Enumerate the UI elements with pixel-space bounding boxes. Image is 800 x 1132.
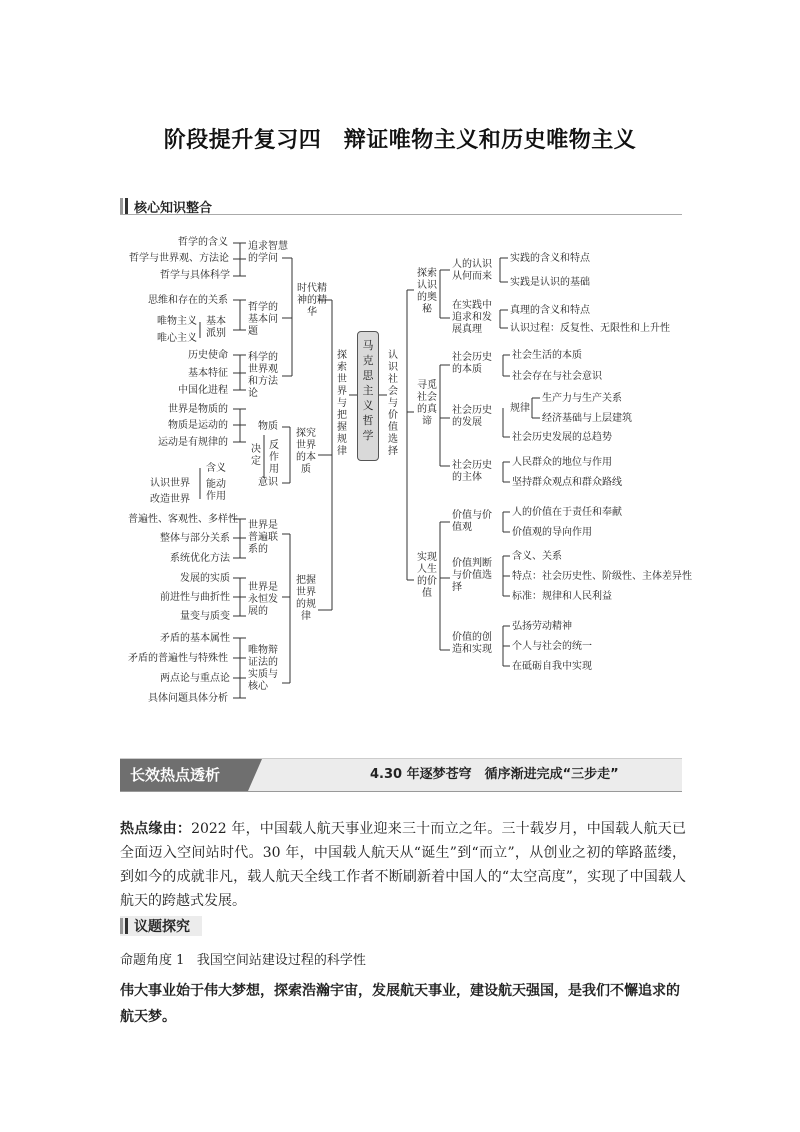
node-r2-2-law: 规律 [510, 403, 530, 414]
node-r3-1: 价值与价值观 [452, 510, 492, 533]
item-b3-3-2: 两点论与重点论 [160, 673, 230, 684]
relation-react: 反作用 [269, 440, 279, 475]
item-r3-3-0: 弘扬劳动精神 [512, 621, 572, 632]
item-r1-1-1: 实践是认识的基础 [510, 277, 590, 288]
right-main-branch: 认识社会与价值选择 [388, 350, 398, 457]
hotspot-body: 2022 年，中国载人航天事业迎来三十而立之年。三十载岁月，中国载人航天已全面迈入空间站时代。30 年，中国载人航天从“诞生”到“而立”，从创业之初的筚路蓝缕，到如今的成就非凡，载人航天全线工作者不断刷新着中国人的“太空高度”，实现了中国载人航天的跨越式发展。 [120, 821, 687, 909]
item-b2-2-0: 含义 [206, 463, 226, 474]
item-r2-3-0: 人民群众的地位与作用 [512, 457, 612, 468]
item-b1-1-2: 哲学与具体科学 [160, 270, 230, 281]
item-b3-3-0: 矛盾的基本属性 [160, 633, 230, 644]
item-b3-2-2: 量变与质变 [180, 611, 230, 622]
item-r1-2-1: 认识过程：反复性、无限性和上升性 [510, 323, 670, 334]
item-r2-3-1: 坚持群众观点和群众路线 [512, 477, 622, 488]
item-b2-1-1: 物质是运动的 [168, 420, 228, 431]
topic-marker-icon [120, 918, 128, 934]
node-r1-1: 人的认识从何而来 [452, 259, 492, 282]
page-title: 阶段提升复习四 辩证唯物主义和历史唯物主义 [163, 128, 637, 153]
item-b1-2-1: 唯物主义 [157, 316, 197, 327]
node-b1-1: 追求智慧的学问 [248, 241, 288, 264]
topic-header [120, 916, 202, 936]
item-r3-2-2: 标准：规律和人民利益 [512, 591, 612, 602]
topic-lead-text: 伟大事业始于伟大梦想，探索浩瀚宇宙，发展航天事业，建设航天强国，是我们不懈追求的航天梦。 [120, 983, 680, 1025]
node-b3-3: 唯物辩证法的实质与核心 [248, 645, 278, 692]
item-b2-2-2: 认识世界 [150, 478, 190, 489]
item-b1-1-0: 哲学的含义 [178, 237, 228, 248]
item-b1-2-0: 思维和存在的关系 [148, 295, 228, 306]
node-r2: 寻觅社会的真谛 [417, 380, 437, 427]
angle-label: 命题角度 1 [120, 953, 185, 968]
node-r3-2: 价值判断与价值选择 [452, 558, 492, 593]
node-b1: 时代精神的精华 [297, 283, 327, 318]
node-r1-2: 在实践中追求和发展真理 [452, 300, 492, 335]
item-r3-1-0: 人的价值在于责任和奉献 [512, 507, 622, 518]
hotspot-paragraph [120, 817, 686, 913]
item-b2-1-0: 世界是物质的 [168, 404, 228, 415]
item-r3-3-1: 个人与社会的统一 [512, 641, 592, 652]
item-b3-2-0: 发展的实质 [180, 573, 230, 584]
item-b2-2-1: 能动作用 [206, 479, 226, 502]
node-r3: 实现人生的价值 [417, 552, 437, 599]
item-r2-1-0: 社会生活的本质 [512, 350, 582, 361]
mindmap-center-node: 马克思主义哲学 [357, 331, 379, 461]
item-b3-1-1: 整体与部分关系 [160, 533, 230, 544]
item-r2-2-0: 生产力与生产关系 [542, 393, 622, 404]
node-b2: 探究世界的本质 [296, 428, 316, 475]
node-b2-2: 意识 [258, 477, 278, 488]
node-r3-3: 价值的创造和实现 [452, 632, 492, 655]
item-b3-2-1: 前进性与曲折性 [160, 592, 230, 603]
banner-tag: 长效热点透析 [120, 759, 248, 791]
node-r2-3: 社会历史的主体 [452, 460, 492, 483]
item-r2-2-2: 社会历史发展的总趋势 [512, 432, 612, 443]
item-b1-2-2: 唯心主义 [157, 333, 197, 344]
node-b1-2: 哲学的基本问题 [248, 302, 278, 337]
item-r3-3-2: 在砥砺自我中实现 [512, 661, 592, 672]
item-b2-2-3: 改造世界 [150, 494, 190, 505]
node-b3-1: 世界是普遍联系的 [248, 520, 278, 555]
item-r2-2-1: 经济基础与上层建筑 [542, 413, 632, 424]
item-b1-2-3: 基本派别 [206, 316, 226, 339]
hotspot-label: 热点缘由： [120, 821, 192, 837]
item-r1-2-0: 真理的含义和特点 [510, 305, 590, 316]
angle-text: 我国空间站建设过程的科学性 [196, 953, 366, 968]
node-r1: 探索认识的奥秘 [417, 268, 437, 315]
item-b2-1-2: 运动是有规律的 [158, 437, 228, 448]
item-b3-1-2: 系统优化方法 [170, 553, 230, 564]
relation-decide: 决定 [251, 444, 261, 467]
item-b1-1-1: 哲学与世界观、方法论 [129, 253, 229, 264]
section-label: 核心知识整合 [134, 200, 213, 216]
item-b3-1-0: 普遍性、客观性、多样性 [128, 514, 238, 525]
item-r2-1-1: 社会存在与社会意识 [512, 371, 602, 382]
node-b3-2: 世界是永恒发展的 [248, 582, 278, 617]
item-r3-2-0: 含义、关系 [512, 551, 562, 562]
left-main-branch: 探索世界与把握规律 [337, 350, 347, 457]
proposition-angle [120, 949, 366, 968]
item-b1-3-2: 中国化进程 [178, 385, 228, 396]
item-r3-1-1: 价值观的导向作用 [512, 527, 592, 538]
hotspot-banner [120, 758, 682, 792]
node-b1-3: 科学的世界观和方法论 [248, 352, 278, 399]
item-r1-1-0: 实践的含义和特点 [510, 253, 590, 264]
node-b2-1: 物质 [258, 421, 278, 432]
item-b1-3-0: 历史使命 [188, 350, 228, 361]
banner-title: 4.30 年逐梦苍穹 循序渐进完成“三步走” [370, 767, 619, 782]
node-r2-1: 社会历史的本质 [452, 352, 492, 375]
node-b3: 把握世界的规律 [296, 575, 316, 622]
item-r3-2-1: 特点：社会历史性、阶级性、主体差异性 [512, 571, 692, 582]
node-r2-2: 社会历史的发展 [452, 405, 492, 428]
item-b3-3-3: 具体问题具体分析 [148, 693, 228, 704]
item-b1-3-1: 基本特征 [188, 368, 228, 379]
topic-label: 议题探究 [134, 919, 190, 935]
item-b3-3-1: 矛盾的普遍性与特殊性 [128, 653, 228, 664]
